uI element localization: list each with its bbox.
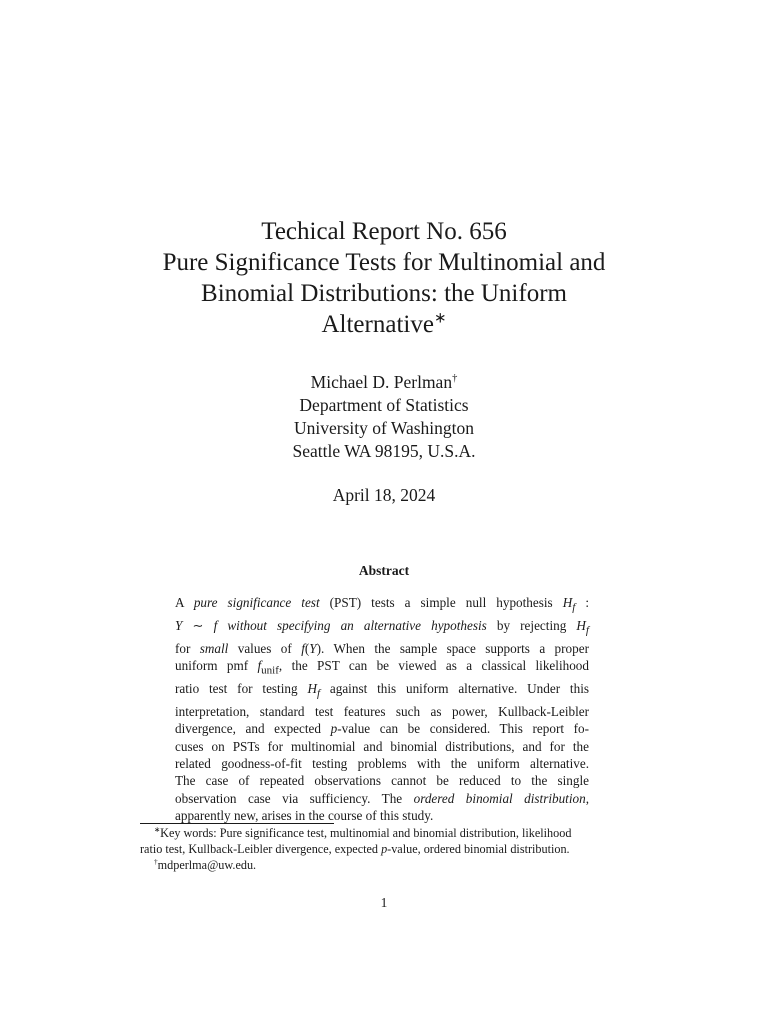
author-name: Michael D. Perlman† [310, 372, 458, 392]
abstract-line: Y ∼ f without specifying an alternative hypothesis by rejecting $H_f$ [175, 617, 589, 637]
author-address: Seattle WA 98195, U.S.A. [292, 441, 476, 461]
author-block [0, 371, 768, 463]
footnote-rule [140, 823, 334, 824]
footnote-email: †mdperlma@uw.edu. [154, 856, 257, 872]
abstract-line: uniform pmf $f_{unif}$, the PST can be viewed as a classical likelihood [175, 658, 589, 677]
abstract-line: ratio test for testing $H_f$ against this uniform alternative. Under this [175, 681, 589, 700]
footnote-keywords: ∗Key words: Pure significance test, multinomial and binomial distribution, likelihood [154, 824, 572, 840]
paper-title [0, 216, 768, 340]
author-footnote-mark: † [452, 373, 458, 385]
publication-date: April 18, 2024 [332, 485, 436, 505]
footnotes [140, 825, 630, 873]
author-department: Department of Statistics [299, 395, 469, 415]
abstract-line: related goodness-of-fit testing problems with the uniform alternative. [175, 755, 589, 771]
abstract-heading: Abstract [358, 563, 410, 578]
page-number: 1 [380, 895, 388, 910]
title-line-2: Pure Significance Tests for Multinomial and [162, 249, 606, 276]
abstract-line: apparently new, arises in the course of this study. [175, 807, 434, 823]
abstract-line: interpretation, standard test features such as power, Kullback-Leibler [175, 704, 589, 720]
abstract-line: The case of repeated observations cannot be reduced to the single [175, 773, 589, 789]
author-university: University of Washington [293, 418, 475, 438]
abstract-line: A pure significance test (PST) tests a simple null hypothesis $H_f$ : [175, 595, 590, 614]
abstract-line: divergence, and expected p-value can be considered. This report fo- [175, 721, 589, 737]
abstract-line: for small values of f(Y). When the sample space supports a proper [175, 640, 589, 656]
title-line-4: Alternative∗ [321, 310, 447, 338]
abstract-line: cuses on PSTs for multinomial and binomial distributions, and for the [175, 738, 589, 754]
title-footnote-mark: ∗ [433, 310, 447, 327]
abstract-body [175, 594, 589, 824]
footnote-keywords-cont: ratio test, Kullback-Leibler divergence, expected p-value, ordered binomial distribution. [140, 842, 570, 856]
report-number: Techical Report No. 656 [261, 218, 507, 245]
abstract-line: observation case via sufficiency. The ordered binomial distribution, [175, 790, 589, 806]
title-line-3: Binomial Distributions: the Uniform [201, 280, 567, 307]
